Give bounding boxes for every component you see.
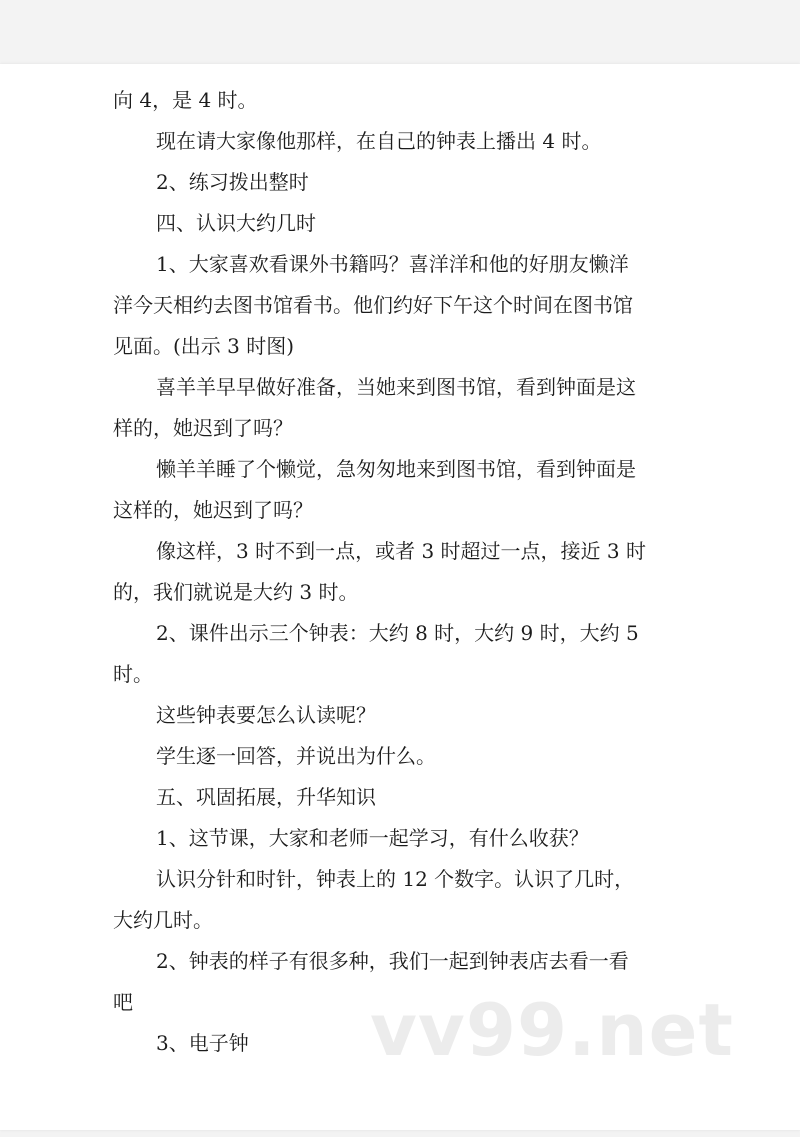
text-line: 向 4，是 4 时。 xyxy=(113,88,258,112)
text-line: 1、这节课，大家和老师一起学习，有什么收获？ xyxy=(156,826,589,850)
text-line: 像这样，3 时不到一点，或者 3 时超过一点，接近 3 时 xyxy=(156,539,646,563)
text-line: 2、课件出示三个钟表：大约 8 时，大约 9 时，大约 5 xyxy=(156,621,639,645)
section-heading: 五、巩固拓展，升华知识 xyxy=(156,785,376,809)
text-line: 喜羊羊早早做好准备，当她来到图书馆，看到钟面是这 xyxy=(156,375,636,399)
text-line: 时。 xyxy=(113,662,153,686)
watermark: vv99.net xyxy=(370,988,734,1072)
text-line: 的，我们就说是大约 3 时。 xyxy=(113,580,359,604)
text-line: 认识分针和时针，钟表上的 12 个数字。认识了几时， xyxy=(156,867,635,891)
text-line: 2、钟表的样子有很多种，我们一起到钟表店去看一看 xyxy=(156,949,629,973)
text-line: 3、电子钟 xyxy=(156,1031,249,1055)
text-line: 2、练习拨出整时 xyxy=(156,170,309,194)
text-line: 大约几时。 xyxy=(113,908,213,932)
text-line: 见面。(出示 3 时图) xyxy=(113,334,295,358)
text-line: 样的，她迟到了吗？ xyxy=(113,416,293,440)
text-line: 这样的，她迟到了吗？ xyxy=(113,498,313,522)
text-line: 学生逐一回答，并说出为什么。 xyxy=(156,744,436,768)
text-line: 1、大家喜欢看课外书籍吗？喜洋洋和他的好朋友懒洋 xyxy=(156,252,629,276)
text-line: 这些钟表要怎么认读呢？ xyxy=(156,703,376,727)
document-page xyxy=(0,64,800,1130)
text-line: 吧 xyxy=(113,990,133,1014)
text-line: 懒羊羊睡了个懒觉，急匆匆地来到图书馆，看到钟面是 xyxy=(156,457,636,481)
text-line: 洋今天相约去图书馆看书。他们约好下午这个时间在图书馆 xyxy=(113,293,633,317)
text-line: 现在请大家像他那样，在自己的钟表上播出 4 时。 xyxy=(156,129,602,153)
section-heading: 四、认识大约几时 xyxy=(156,211,316,235)
